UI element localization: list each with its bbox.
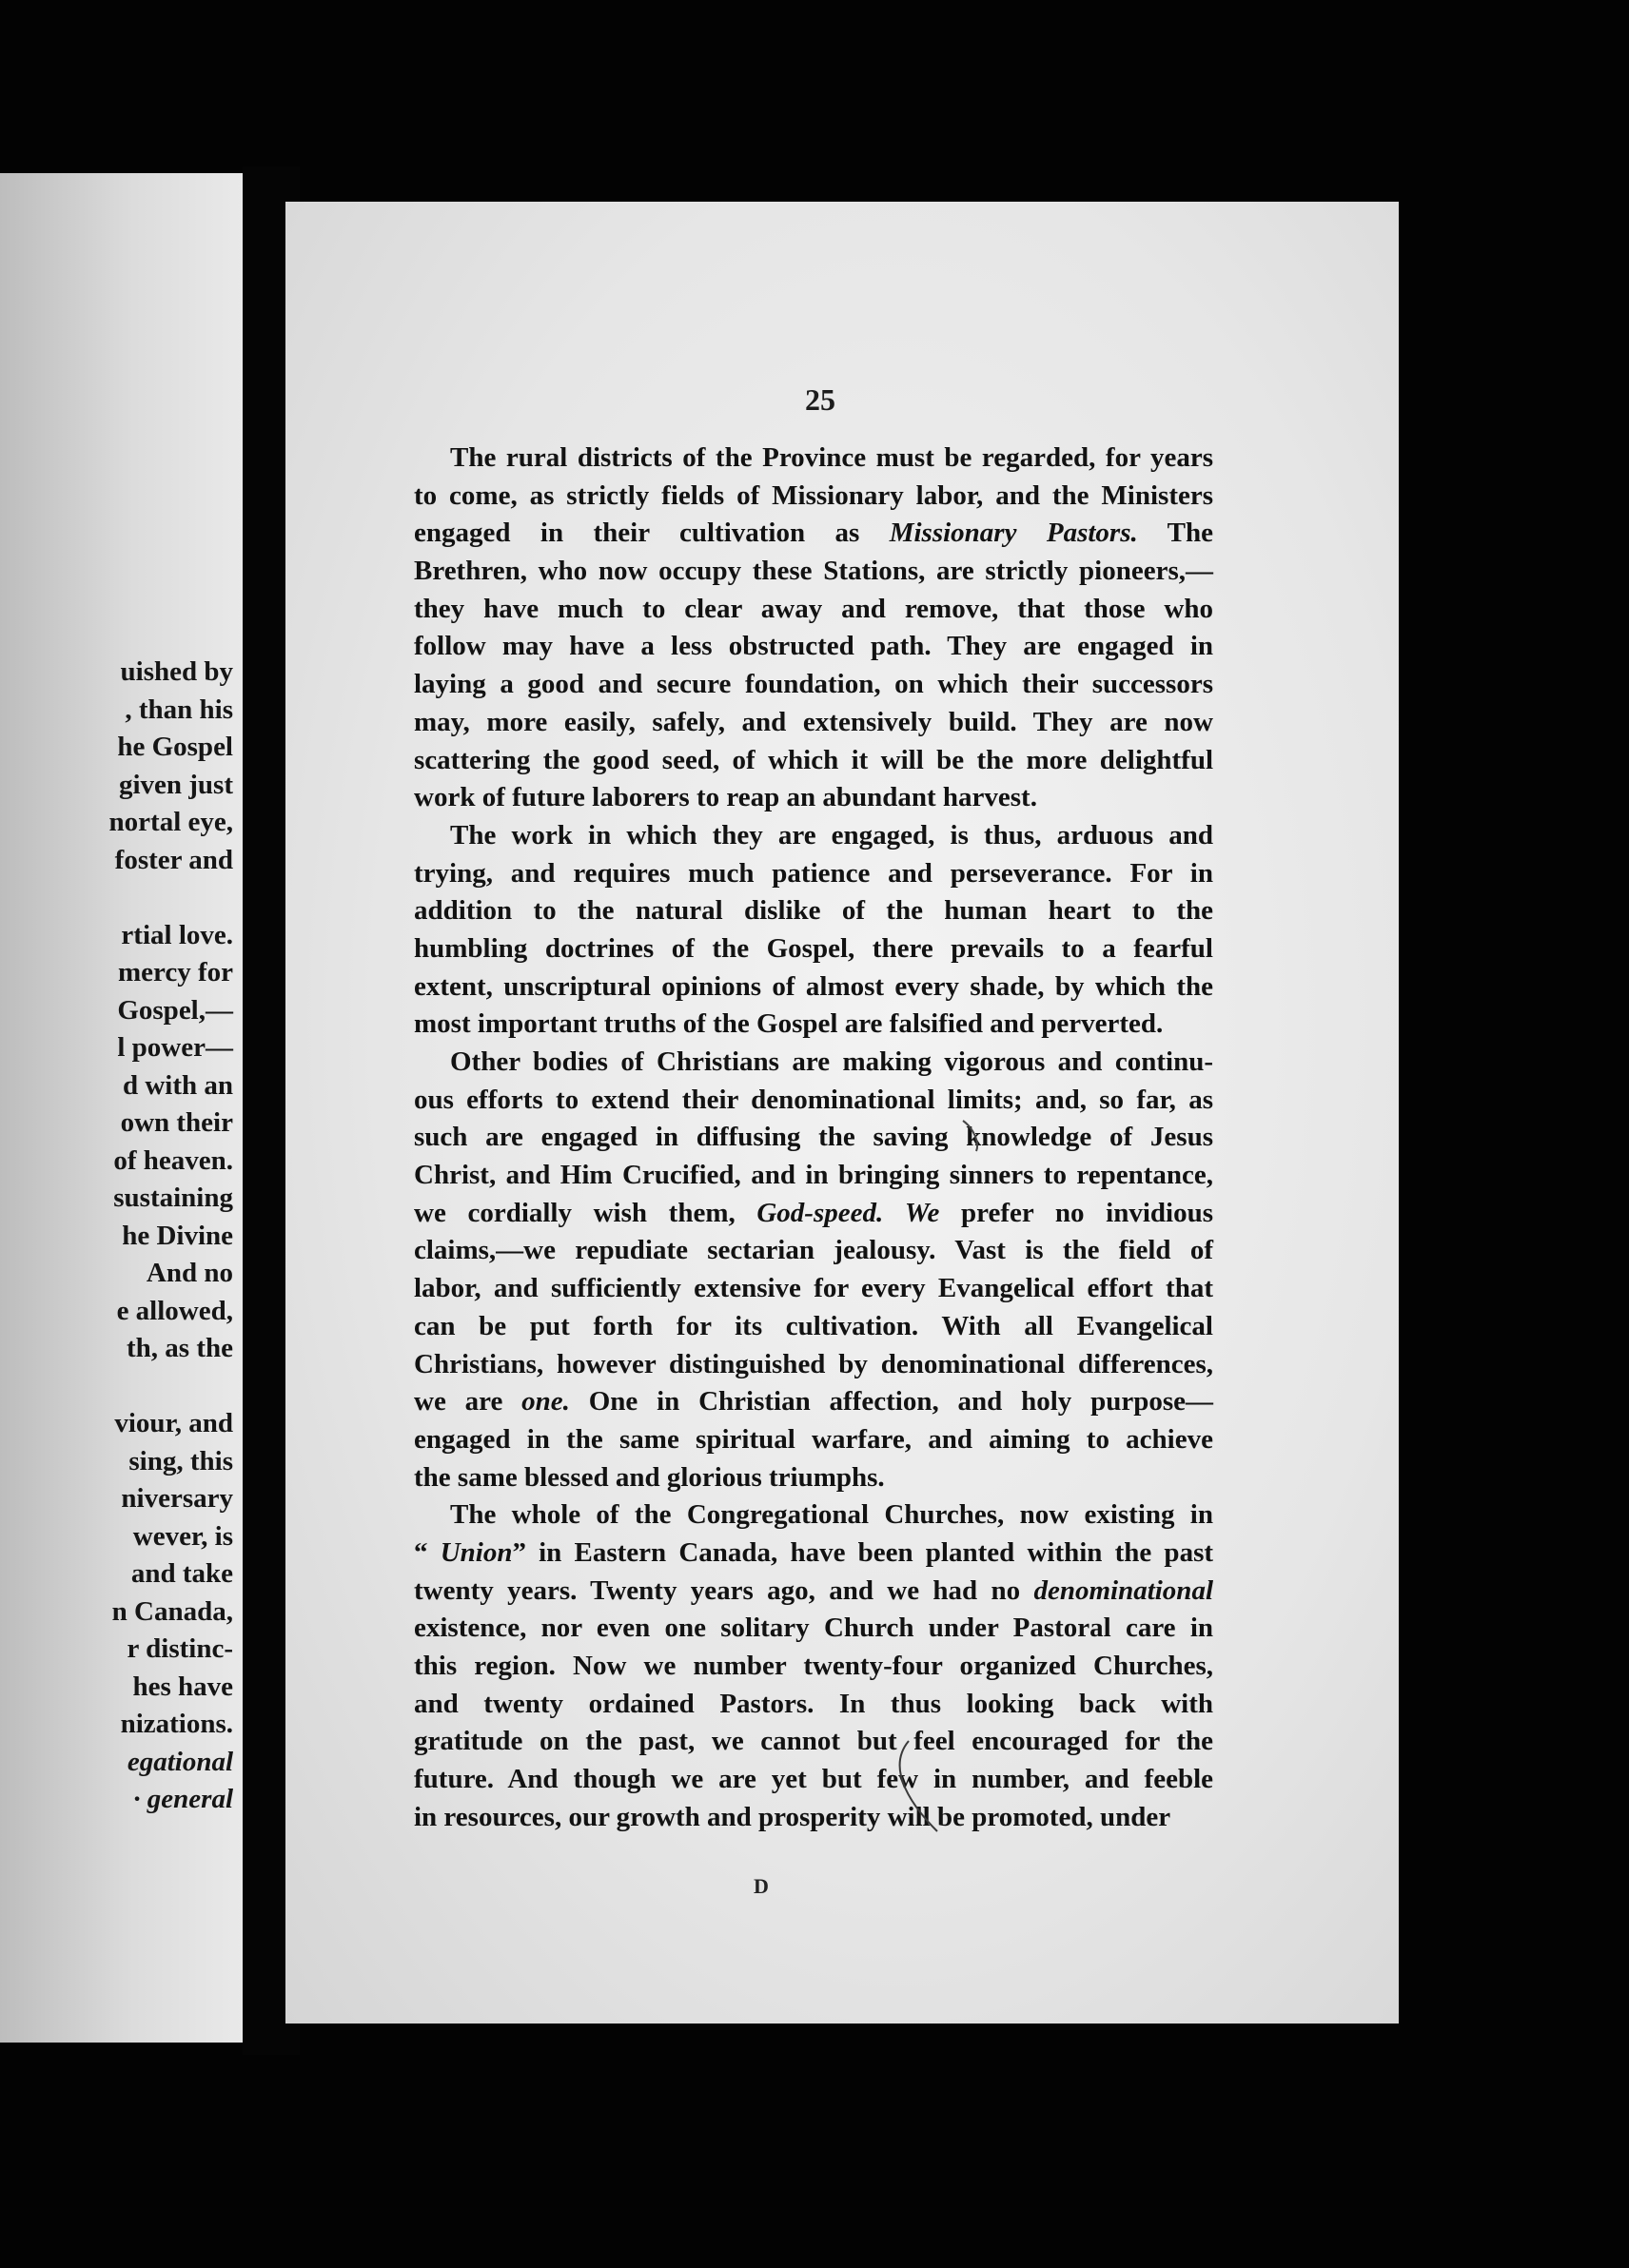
italic-phrase: Union (440, 1536, 513, 1568)
body-line: ous efforts to extend their denominational limits; and, so far, as (414, 1084, 1213, 1115)
left-page-line (0, 1368, 233, 1406)
body-line: this region. Now we number twenty-four organized Churches, (414, 1651, 1213, 1681)
left-page-line: th, as the (127, 1333, 233, 1363)
text-run: prefer no invidious (939, 1197, 1213, 1228)
body-line: follow may have a less obstructed path. They are engaged in (414, 631, 1213, 662)
left-page-line: niversary (121, 1483, 233, 1514)
body-line: laying a good and secure foundation, on which their successors (414, 669, 1213, 700)
left-page-text (0, 654, 233, 1819)
body-line: may, more easily, safely, and extensively build. They are now (414, 706, 1213, 737)
body-line: the same blessed and glorious triumphs. (414, 1461, 885, 1493)
text-run: ” in Eastern Canada, have been planted within the past (512, 1536, 1214, 1568)
text-run: twenty years. Twenty years ago, and we had no (414, 1574, 1034, 1606)
left-page-line: r distinc- (127, 1633, 233, 1664)
body-line: labor, and sufficiently extensive for every Evangelical effort that (414, 1273, 1213, 1304)
body-line: The whole of the Congregational Churches, now existing in (450, 1499, 1213, 1531)
text-run: “ (414, 1536, 441, 1568)
body-line (414, 1195, 1213, 1233)
body-line: The rural districts of the Province must be regarded, for years (450, 442, 1213, 473)
signature-mark: D (754, 1874, 769, 1898)
left-page-line (0, 879, 233, 917)
left-page-line: · general (133, 1784, 233, 1814)
left-page-line: given just (118, 769, 233, 800)
body-line: claims,—we repudiate sectarian jealousy. Vast is the field of (414, 1235, 1213, 1266)
left-page-line: sustaining (113, 1183, 233, 1213)
left-page-line: he Divine (122, 1220, 233, 1251)
body-line: scattering the good seed, of which it will be the more delightful (414, 744, 1213, 775)
left-page-line: viour, and (114, 1408, 233, 1438)
left-page-line: egational (127, 1746, 233, 1777)
page-body-text (414, 440, 1213, 1836)
italic-phrase: denominational (1033, 1574, 1213, 1606)
body-line: such are engaged in diffusing the saving knowledge of Jesus (414, 1122, 1213, 1153)
italic-phrase: one. (521, 1386, 570, 1418)
body-line: to come, as strictly fields of Missionary labor, and the Ministers (414, 479, 1213, 511)
italic-phrase: God-speed. (756, 1197, 884, 1228)
left-page-fragment (0, 173, 243, 2043)
body-line (414, 515, 1213, 553)
body-line: Christians, however distinguished by denominational differences, (414, 1348, 1213, 1379)
left-page-line: nizations. (120, 1709, 233, 1739)
body-line: most important truths of the Gospel are falsified and perverted. (414, 1008, 1164, 1040)
body-line: engaged in the same spiritual warfare, and aiming to achieve (414, 1423, 1213, 1455)
left-page-line: uished by (120, 656, 233, 687)
text-run: we are (414, 1386, 522, 1418)
left-page-line: e allowed, (116, 1295, 233, 1326)
left-page-line: and take (130, 1558, 233, 1589)
body-line (414, 1383, 1213, 1421)
left-page-line: wever, is (132, 1520, 233, 1552)
left-page-line: foster and (114, 844, 233, 875)
body-line: trying, and requires much patience and perseverance. For in (414, 857, 1213, 889)
body-line: gratitude on the past, we cannot but feel encouraged for the (414, 1726, 1213, 1757)
text-run (883, 1198, 905, 1228)
left-page-line: own their (120, 1107, 233, 1138)
left-page-line: nortal eye, (108, 807, 233, 837)
body-line: can be put forth for its cultivation. With all Evangelical (414, 1310, 1213, 1341)
left-page-line: And no (146, 1258, 233, 1288)
left-page-line: , than his (125, 694, 233, 725)
body-line: addition to the natural dislike of the human heart to the (414, 895, 1213, 927)
body-line (414, 1535, 1213, 1573)
body-line: humbling doctrines of the Gospel, there prevails to a fearful (414, 932, 1213, 964)
body-line: Christ, and Him Crucified, and in bringing sinners to repentance, (414, 1160, 1213, 1191)
left-page-line: sing, this (128, 1445, 233, 1476)
left-page-line: of heaven. (113, 1144, 233, 1176)
body-line: future. And though we are yet but few in number, and feeble (414, 1764, 1213, 1795)
left-page-line: n Canada, (111, 1595, 233, 1627)
left-page-line: mercy for (117, 957, 233, 987)
italic-phrase: We (904, 1197, 940, 1228)
right-page (285, 202, 1399, 2024)
body-line: in resources, our growth and prosperity will be promoted, under (414, 1801, 1171, 1832)
left-page-line: d with an (122, 1069, 233, 1101)
body-line: The work in which they are engaged, is thus, arduous and (450, 819, 1213, 850)
page-number: 25 (805, 382, 835, 417)
text-run: The (1137, 518, 1213, 549)
left-page-line: rtial love. (121, 919, 233, 950)
body-line: Brethren, who now occupy these Stations, are strictly pioneers,— (414, 556, 1213, 587)
left-page-line: l power— (117, 1032, 233, 1063)
text-run: we cordially wish them, (414, 1197, 757, 1228)
left-page-line: Gospel,— (117, 994, 233, 1026)
text-run: One in Christian affection, and holy purpose— (569, 1386, 1213, 1418)
body-line: Other bodies of Christians are making vigorous and continu- (450, 1046, 1213, 1077)
body-line: existence, nor even one solitary Church under Pastoral care in (414, 1613, 1213, 1644)
body-line (414, 1573, 1213, 1611)
body-line: extent, unscriptural opinions of almost every shade, by which the (414, 970, 1213, 1002)
body-line: they have much to clear away and remove, that those who (414, 593, 1213, 624)
text-run: engaged in their cultivation as (414, 518, 890, 549)
italic-phrase: Missionary Pastors. (889, 518, 1138, 549)
body-line: work of future laborers to reap an abundant harvest. (414, 782, 1037, 813)
left-page-line: hes have (132, 1671, 233, 1702)
left-page-line: he Gospel (117, 732, 233, 762)
body-line: and twenty ordained Pastors. In thus looking back with (414, 1688, 1213, 1719)
